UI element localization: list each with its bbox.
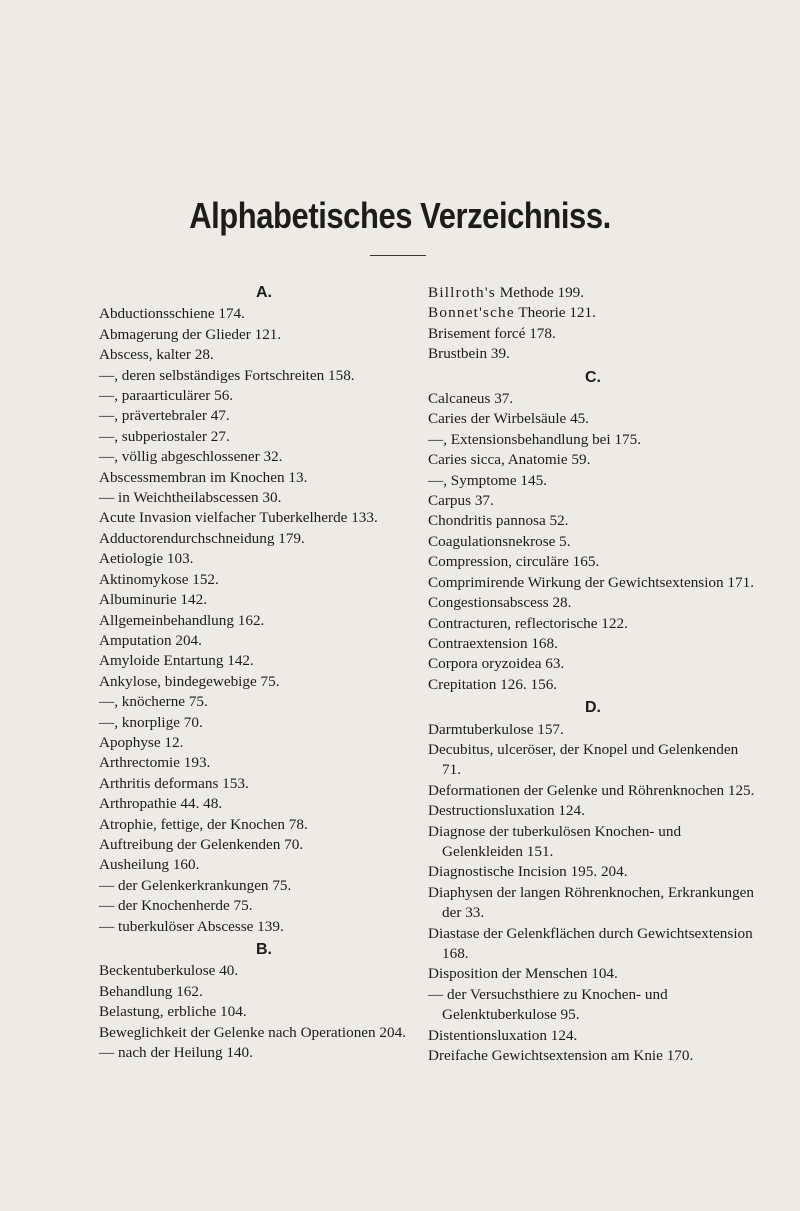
index-entry: Auftreibung der Gelenkenden 70. [99,835,304,853]
index-entry: Distentionsluxation 124. [428,1026,578,1044]
index-entry: Aetiologie 103. [99,550,194,568]
index-entry: Albuminurie 142. [99,591,207,609]
index-entry: Coagulationsnekrose 5. [428,532,571,550]
index-entry: Arthropathie 44. 48. [99,795,223,813]
index-entry: Caries sicca, Anatomie 59. [428,451,591,469]
index-entry: Dreifache Gewichtsextension am Knie 170. [428,1047,694,1065]
index-entry: Abscess, kalter 28. [99,346,214,364]
index-entry: Ausheilung 160. [99,856,200,874]
index-entry: Acute Invasion vielfacher Tuberkelherde 133. [99,509,378,527]
index-entry: Contraextension 168. [428,634,558,652]
index-entry: Belastung, erbliche 104. [99,1003,247,1021]
index-entry: —, völlig abgeschlossener 32. [99,448,283,466]
index-entry: Aktinomykose 152. [99,570,219,588]
index-entry: Crepitation 126. 156. [428,675,558,693]
index-entry: — nach der Heilung 140. [99,1044,253,1062]
index-entry: Darmtuberkulose 157. [428,720,564,738]
index-entry: — der Gelenkerkrankungen 75. [99,876,292,894]
section-letter: A. [256,284,272,301]
index-entry: Diastase der Gelenkflächen durch Gewichtsextension 168. [428,924,753,962]
index-entry: Beckentuberkulose 40. [99,962,239,980]
index-entry: —, Symptome 145. [428,471,547,489]
index-entry: —, prävertebraler 47. [99,407,230,425]
index-entry: Arthritis deformans 153. [99,774,249,792]
index-entry: Destructionsluxation 124. [428,802,585,820]
index-entry: — der Versuchsthiere zu Knochen- und Gelenktuberkulose 95. [428,985,668,1024]
index-entry: Decubitus, ulceröser, der Knopel und Gelenkenden 71. [428,740,739,779]
index-entry: Comprimirende Wirkung der Gewichtsextension 171. [428,573,754,591]
index-entry: Carpus 37. [428,492,494,510]
index-entry: —, deren selbständiges Fortschreiten 158. [99,366,355,384]
index-entry: Adductorendurchschneidung 179. [99,529,305,547]
section-letter: D. [585,699,601,717]
index-entry: Corpora oryzoidea 63. [428,655,565,673]
index-entry: Amputation 204. [99,631,202,649]
index-entry: Billroth's Methode 199. [428,284,585,301]
index-entry: Congestionsabscess 28. [428,594,572,612]
index-entry: —, paraarticulärer 56. [99,387,234,405]
index-entry: Bonnet'sche Theorie 121. [428,304,596,322]
index-entry: Caries der Wirbelsäule 45. [428,410,590,428]
index-entry: Calcaneus 37. [428,390,514,408]
index-entry: Arthrectomie 193. [99,754,211,772]
title-rule [370,255,426,256]
index-entry: Atrophie, fettige, der Knochen 78. [99,815,308,833]
index-entry: Contracturen, reflectorische 122. [428,614,628,632]
index-entry: Abmagerung der Glieder 121. [99,325,282,343]
index-entry: —, knöcherne 75. [99,693,208,711]
index-entry: Apophyse 12. [99,733,184,751]
index-entry: Diagnostische Incision 195. 204. [428,863,628,881]
index-entry: Deformationen der Gelenke und Röhrenknochen 125. [428,781,755,799]
index-entry: —, subperiostaler 27. [99,427,230,445]
index-entry: Allgemeinbehandlung 162. [99,611,265,629]
index-entry: Beweglichkeit der Gelenke nach Operationen 204. [99,1023,407,1041]
index-entry: Diaphysen der langen Röhrenknochen, Erkrankungen der 33. [428,883,755,922]
index-entry: Amyloide Entartung 142. [99,652,254,670]
index-entry: —, knorplige 70. [99,713,203,731]
index-entry: — der Knochenherde 75. [99,897,253,915]
index-entry: Behandlung 162. [99,982,203,1000]
index-entry: Chondritis pannosa 52. [428,512,569,530]
index-entry: Abscessmembran im Knochen 13. [99,468,308,486]
index-entry: —, Extensionsbehandlung bei 175. [428,430,642,448]
section-letter: C. [585,368,601,386]
section-letter: B. [256,941,272,958]
index-entry: Brustbein 39. [428,345,510,363]
index-entry: Ankylose, bindegewebige 75. [99,672,280,690]
index-entry: Diagnose der tuberkulösen Knochen- und Gelenkleiden 151. [428,822,682,860]
index-entry: Abductionsschiene 174. [99,305,245,323]
index-entry: — in Weichtheilabscessen 30. [99,489,282,507]
index-entry: Compression, circuläre 165. [428,553,600,571]
index-column-right [428,283,758,1066]
page-title: Alphabetisches Verzeichniss. [189,195,611,236]
index-entry: Disposition der Menschen 104. [428,965,618,983]
index-entry: Brisement forcé 178. [428,324,556,342]
index-entry: — tuberkulöser Abscesse 139. [99,917,284,935]
index-column-left [99,283,429,1063]
